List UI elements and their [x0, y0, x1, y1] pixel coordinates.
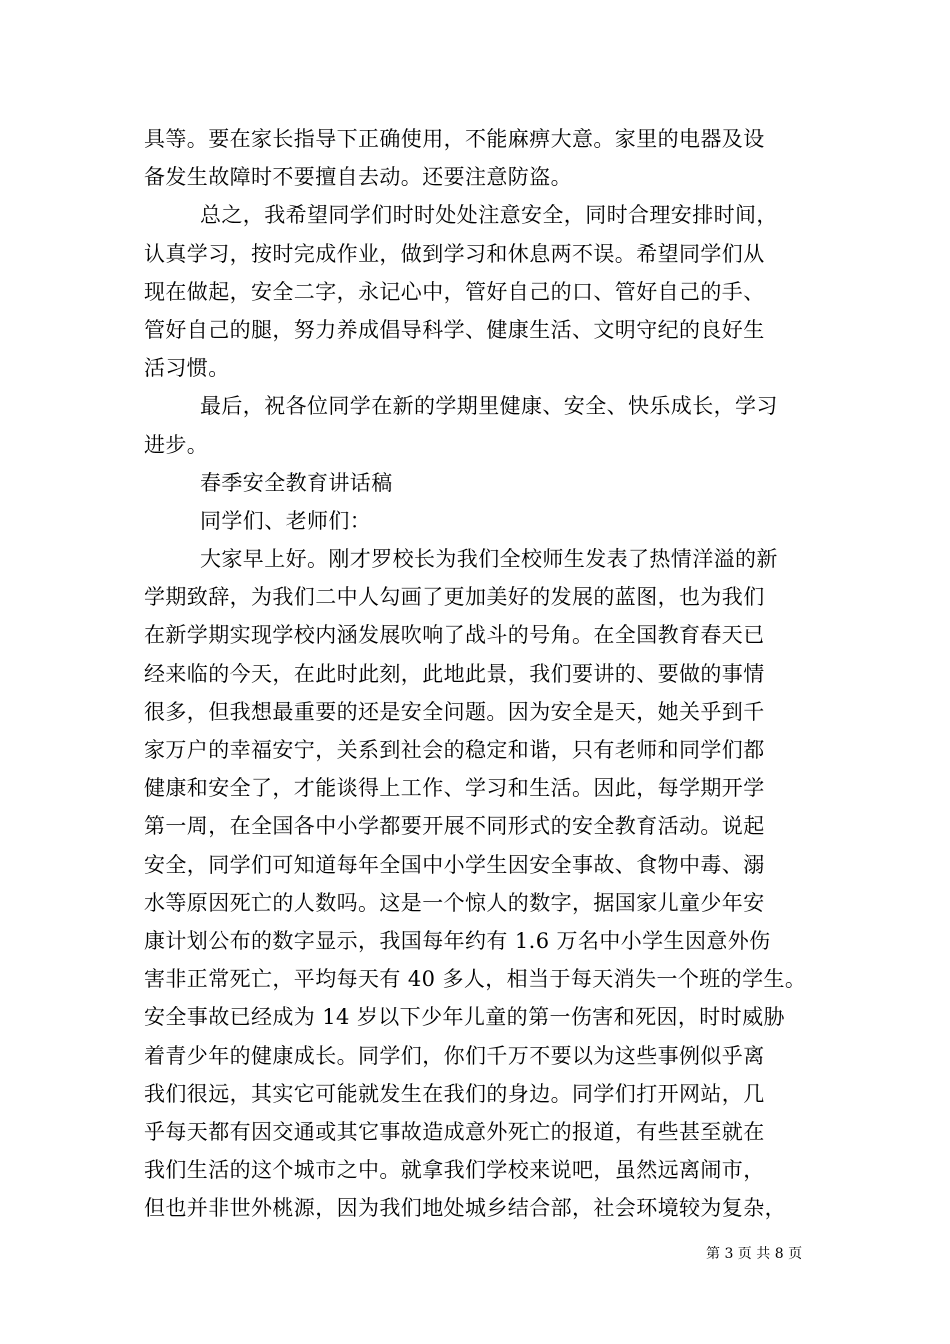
text-line: 在新学期实现学校内涵发展吹响了战斗的号角。在全国教育春天已 — [144, 623, 765, 648]
text-line: 最后，祝各位同学在新的学期里健康、安全、快乐成长，学习 — [200, 394, 778, 419]
text-line: 大家早上好。刚才罗校长为我们全校师生发表了热情洋溢的新 — [200, 547, 778, 572]
text-line: 管好自己的腿，努力养成倡导科学、健康生活、文明守纪的良好生 — [144, 317, 765, 342]
text-line: 同学们、老师们： — [200, 508, 372, 533]
text-line: 经来临的今天，在此时此刻，此地此景，我们要讲的、要做的事情 — [144, 661, 765, 686]
text-line: 具等。要在家长指导下正确使用，不能麻痹大意。家里的电器及设 — [144, 127, 765, 151]
text-line: 我们生活的这个城市之中。就拿我们学校来说吧，虽然远离闹市， — [144, 1158, 765, 1183]
text-line: 安全事故已经成为 14 岁以下少年儿童的第一伤害和死因，时时威胁 — [144, 1005, 785, 1030]
page-number-footer: 第 3 页 共 8 页 — [706, 1246, 803, 1262]
text-line: 家万户的幸福安宁，关系到社会的稳定和谐，只有老师和同学们都 — [144, 738, 765, 762]
text-line: 但也并非世外桃源，因为我们地处城乡结合部，社会环境较为复杂， — [144, 1196, 786, 1221]
text-line: 备发生故障时不要擅自去动。还要注意防盗。 — [144, 165, 572, 190]
text-line: 健康和安全了，才能谈得上工作、学习和生活。因此，每学期开学 — [144, 776, 765, 801]
text-line: 春季安全教育讲话稿 — [200, 470, 393, 495]
text-line: 总之，我希望同学们时时处处注意安全，同时合理安排时间， — [200, 203, 778, 228]
text-line: 进步。 — [144, 432, 209, 457]
text-line: 认真学习，按时完成作业，做到学习和休息两不误。希望同学们从 — [144, 241, 765, 266]
text-line: 着青少年的健康成长。同学们，你们千万不要以为这些事例似乎离 — [144, 1043, 765, 1068]
text-line: 活习惯。 — [144, 356, 230, 381]
text-line: 康计划公布的数字显示，我国每年约有 1.6 万名中小学生因意外伤 — [144, 928, 771, 953]
text-line: 学期致辞，为我们二中人勾画了更加美好的发展的蓝图，也为我们 — [144, 585, 765, 610]
document-body — [144, 120, 814, 1227]
text-line: 现在做起，安全二字，永记心中，管好自己的口、管好自己的手、 — [144, 279, 765, 304]
text-line: 水等原因死亡的人数吗。这是一个惊人的数字，据国家儿童少年安 — [144, 890, 765, 915]
text-line: 乎每天都有因交通或其它事故造成意外死亡的报道，有些甚至就在 — [144, 1119, 765, 1144]
text-line: 害非正常死亡，平均每天有 40 多人，相当于每天消失一个班的学生。 — [144, 967, 807, 992]
text-line: 很多，但我想最重要的还是安全问题。因为安全是天，她关乎到千 — [144, 699, 765, 724]
text-line: 我们很远，其实它可能就发生在我们的身边。同学们打开网站，几 — [144, 1081, 765, 1106]
text-line: 第一周，在全国各中小学都要开展不同形式的安全教育活动。说起 — [144, 814, 765, 839]
text-line: 安全，同学们可知道每年全国中小学生因安全事故、食物中毒、溺 — [144, 852, 765, 877]
